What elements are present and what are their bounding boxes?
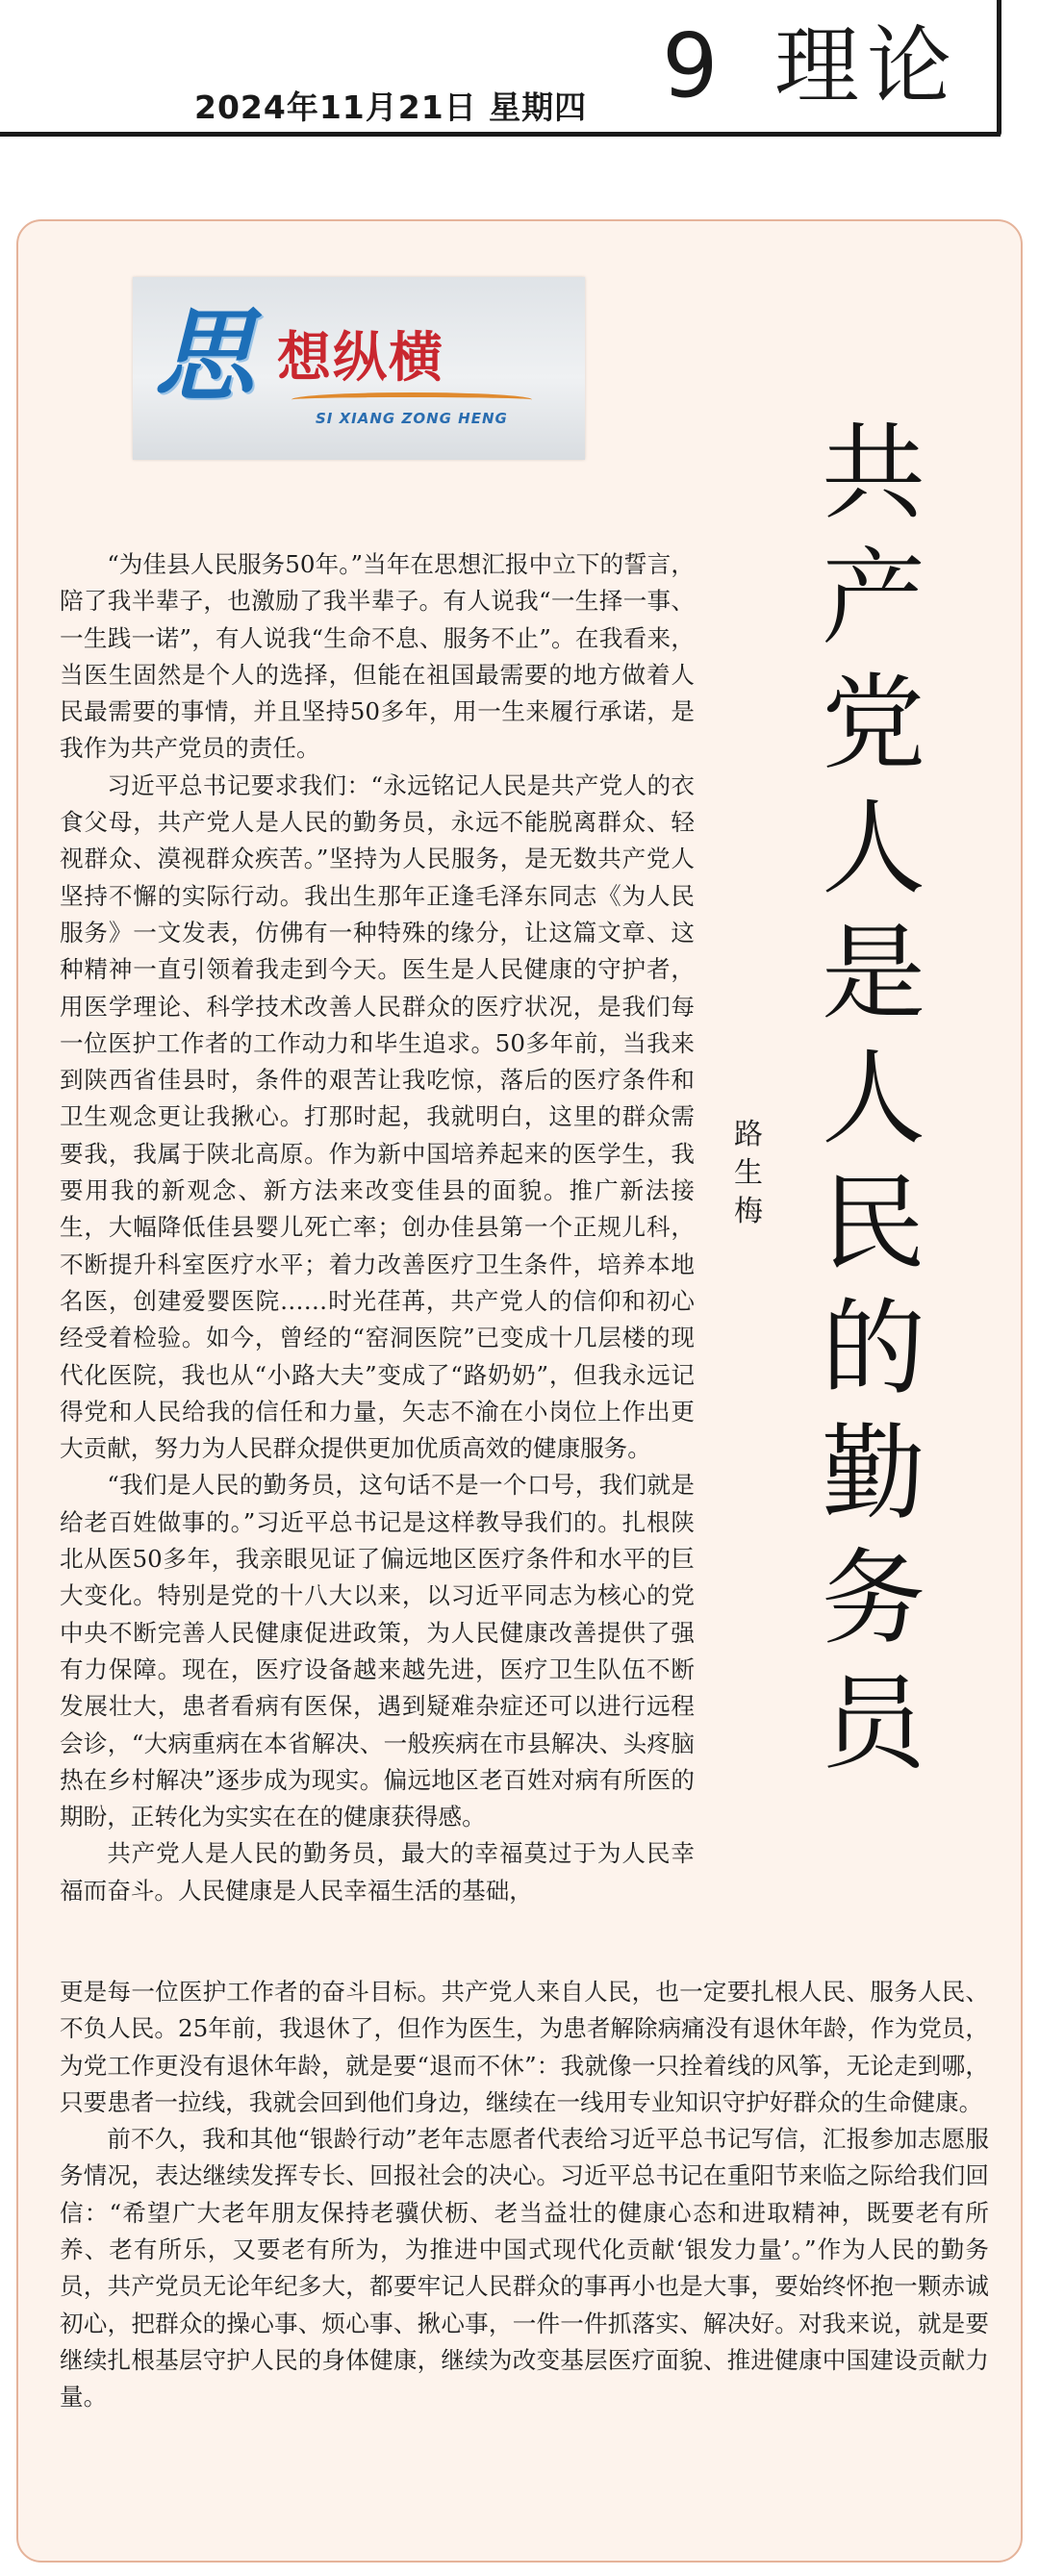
title-char: 共 — [821, 414, 925, 534]
author-char: 路 — [734, 1118, 763, 1151]
logo-pinyin: SI XIANG ZONG HENG — [316, 410, 508, 427]
author-char: 梅 — [734, 1195, 763, 1228]
title-char: 员 — [821, 1664, 925, 1784]
logo-swoosh — [291, 392, 532, 407]
body-paragraph: “我们是人民的勤务员，这句话不是一个口号，我们就是给老百姓做事的。”习近平总书记是这样教导我们的。扎根陕北从医50多年，我亲眼见证了偏远地区医疗条件和水平的巨大变化。特别是党的十八大以来，以习近平同志为核心的党中央不断完善人民健康促进政策，为人民健康改善提供了强有力保障。现在，医疗设备越来越先进，医疗卫生队伍不断发展壮大，患者看病有医保，遇到疑难杂症还可以进行远程会诊，“大病重病在本省解决、一般疾病在市县解决、头疼脑热在乡村解决”逐步成为现实。偏远地区老百姓对病有所医的期盼，正转化为实实在在的健康获得感。 — [60, 1471, 695, 1831]
article-author — [727, 1116, 770, 1241]
body-paragraph: 共产党人是人民的勤务员，最大的幸福莫过于为人民幸福而奋斗。人民健康是人民幸福生活的基础， — [60, 1839, 695, 1905]
title-char: 是 — [821, 914, 925, 1034]
title-char: 党 — [821, 664, 925, 784]
body-paragraph: 习近平总书记要求我们：“永远铭记人民是共产党人的衣食父母，共产党人是人民的勤务员，永远不能脱离群众、轻视群众、漠视群众疾苦。”坚持为人民服务，是无数共产党人坚持不懈的实际行动。我出生那年正逢毛泽东同志《为人民服务》一文发表，仿佛有一种特殊的缘分，让这篇文章、这种精神一直引领着我走到今天。医生是人民健康的守护者，用医学理论、科学技术改善人民群众的医疗状况，是我们每一位医护工作者的工作动力和毕生追求。50多年前，当我来到陕西省佳县时，条件的艰苦让我吃惊，落后的医疗条件和卫生观念更让我揪心。打那时起，我就明白，这里的群众需要我，我属于陕北高原。作为新中国培养起来的医学生，我要用我的新观念、新方法来改变佳县的面貌。推广新法接生，大幅降低佳县婴儿死亡率；创办佳县第一个正规儿科，不断提升科室医疗水平；着力改善医疗卫生条件，培养本地名医，创建爱婴医院……时光荏苒，共产党人的信仰和初心经受着检验。如今，曾经的“窑洞医院”已变成十几层楼的现代化医院，我也从“小路大夫”变成了“路奶奶”，但我永远记得党和人民给我的信任和力量，矢志不渝在小岗位上作出更大贡献，努力为人民群众提供更加优质高效的健康服务。 — [60, 770, 695, 1463]
body-paragraph: 更是每一位医护工作者的奋斗目标。共产党人来自人民，也一定要扎根人民、服务人民、不负人民。25年前，我退休了，但作为医生，为患者解除病痛没有退休年龄，作为党员，为党工作更没有退休年龄，就是要“退而不休”：我就像一只拴着线的风筝，无论走到哪，只要患者一拉线，我就会回到他们身边，继续在一线用专业知识守护好群众的生命健康。 — [60, 1978, 989, 2116]
header-rule — [0, 132, 1001, 137]
page-header — [0, 0, 1039, 144]
article-body-column — [60, 546, 695, 1909]
body-paragraph: 前不久，我和其他“银龄行动”老年志愿者代表给习近平总书记写信，汇报参加志愿服务情况，表达继续发挥专长、回报社会的决心。习近平总书记在重阳节来临之际给我们回信：“希望广大老年朋友保持老骥伏枥、老当益壮的健康心态和进取精神，既要老有所养、老有所乐，又要老有所为，为推进中国式现代化贡献‘银发力量’。”作为人民的勤务员，共产党员无论年纪多大，都要牢记人民群众的事再小也是大事，要始终怀抱一颗赤诚初心，把群众的操心事、烦心事、揪心事，一件一件抓落实、解决好。对我来说，就是要继续扎根基层守护人民的身体健康，继续为改变基层医疗面貌、推进健康中国建设贡献力量。 — [60, 2125, 989, 2412]
column-logo — [133, 277, 585, 460]
body-paragraph: “为佳县人民服务50年。”当年在思想汇报中立下的誓言，陪了我半辈子，也激励了我半辈子。有人说我“一生择一事、一生践一诺”，有人说我“生命不息、服务不止”。在我看来，当医生固然是个人的选择，但能在祖国最需要的地方做着人民最需要的事情，并且坚持50多年，用一生来履行承诺，是我作为共产党员的责任。 — [60, 550, 695, 763]
article-body-full-width — [60, 1974, 989, 2416]
logo-big-char: 思 — [154, 296, 255, 415]
author-char: 生 — [734, 1156, 763, 1190]
title-char: 务 — [821, 1539, 925, 1659]
page-number: 9 — [662, 14, 719, 117]
header-rule-corner — [997, 0, 1001, 137]
issue-date: 2024年11月21日 星期四 — [194, 88, 588, 126]
title-char: 人 — [821, 789, 925, 909]
title-char: 产 — [821, 539, 925, 659]
title-char: 民 — [821, 1164, 925, 1284]
logo-text: 想纵横 — [277, 327, 444, 390]
title-char: 勤 — [821, 1414, 925, 1534]
section-name: 理论 — [774, 16, 960, 115]
title-char: 人 — [821, 1039, 925, 1159]
title-char: 的 — [821, 1289, 925, 1409]
article-title — [816, 412, 931, 1912]
